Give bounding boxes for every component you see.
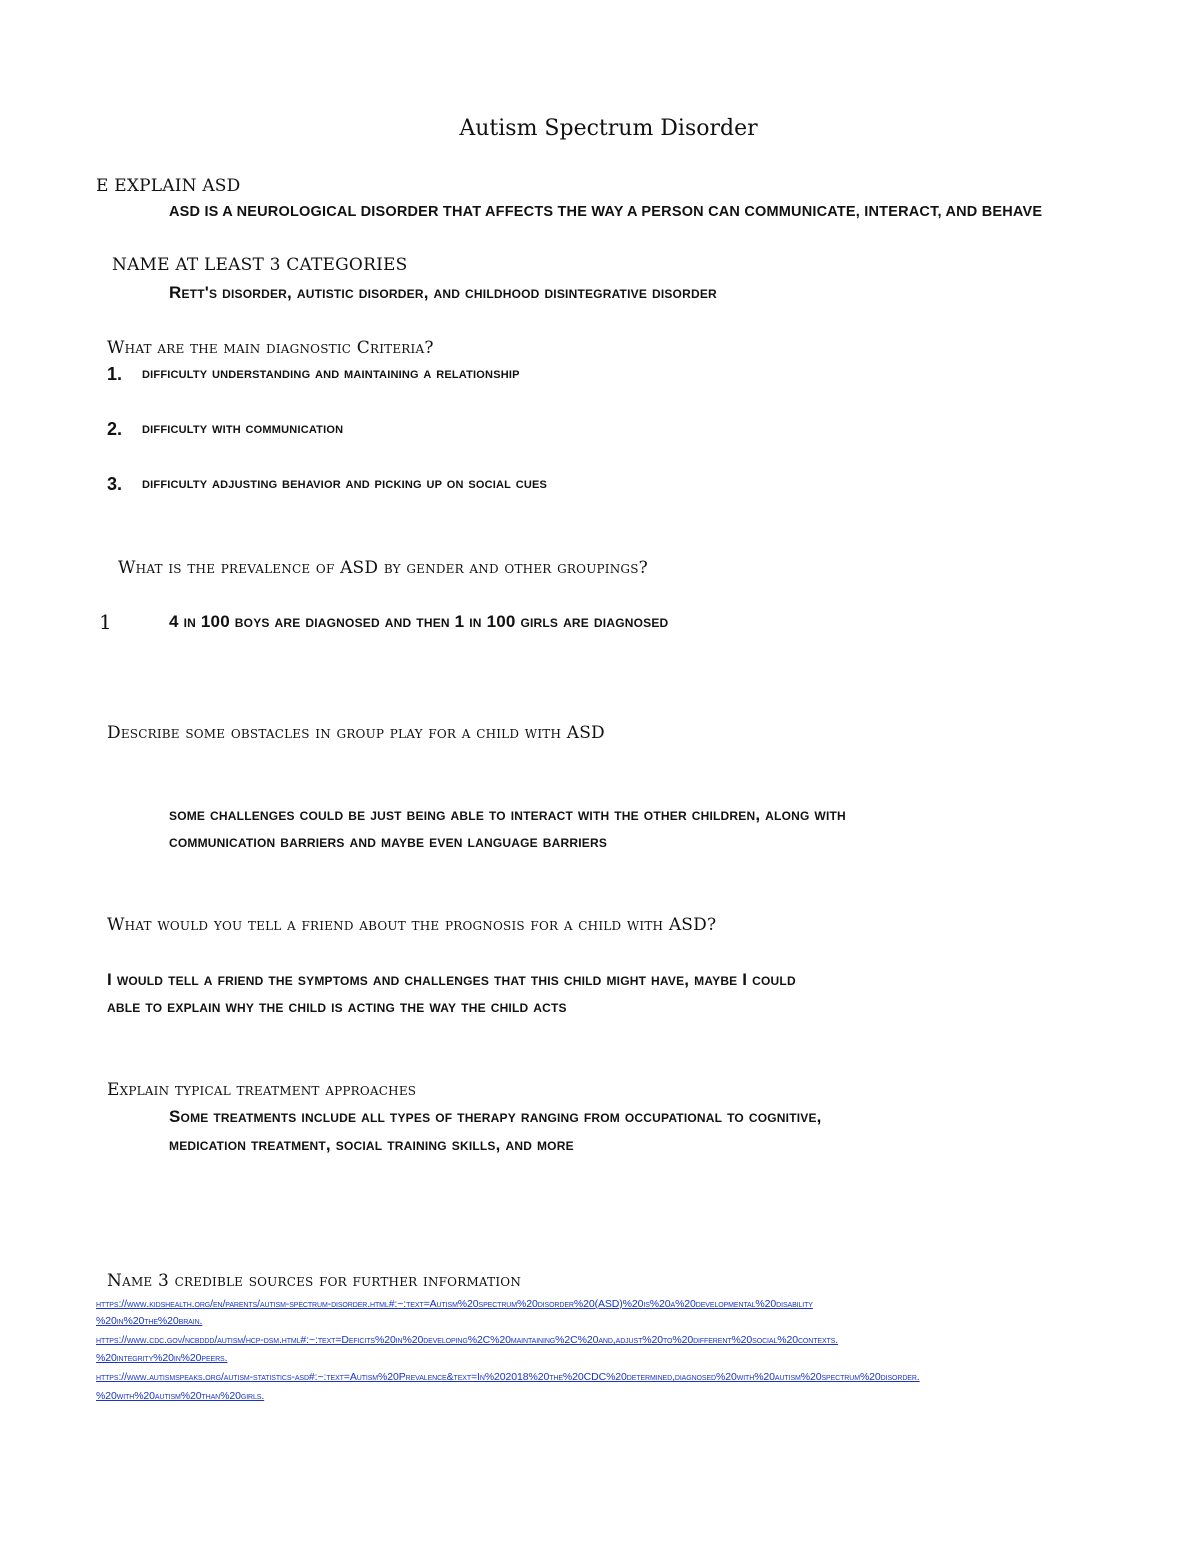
criteria-number-3: 3. [107, 474, 123, 494]
answer-categories: Rett's disorder, autistic disorder, and childhood disintegrative disorder [169, 283, 717, 302]
answer-obstacles-line2: communication barriers and maybe even language barriers [169, 832, 608, 851]
criteria-number-1: 1. [107, 364, 123, 384]
source-link-2[interactable]: https://www.cdc.gov/ncbddd/autism/hcp-dsm.html#:~:text=Deficits%20in%20developing%2C%20maintaining%2C%20and,adjust%20to%20different%20social%20contexts. [96, 1334, 839, 1346]
page-title: Autism Spectrum Disorder [459, 116, 758, 141]
source-link-3-continued[interactable]: %20with%20autism%20than%20girls. [96, 1390, 265, 1402]
question-criteria: What are the main diagnostic Criteria? [107, 338, 434, 358]
answer-treatment-line1: Some treatments include all types of therapy ranging from occupational to cognitive, [169, 1107, 822, 1126]
answer-obstacles-line1: some challenges could be just being able to interact with the other children, along with [169, 805, 846, 824]
criteria-item-2: difficulty with communication [142, 420, 344, 437]
answer-explain-asd: ASD IS A NEUROLOGICAL DISORDER THAT AFFECTS THE WAY A PERSON CAN COMMUNICATE, INTERACT, AND BEHAVE [169, 204, 1043, 220]
answer-prevalence: 4 in 100 boys are diagnosed and then 1 in 100 girls are diagnosed [169, 612, 669, 631]
question-prevalence: What is the prevalence of ASD by gender and other groupings? [118, 558, 648, 578]
criteria-number-2: 2. [107, 419, 123, 439]
source-link-1[interactable]: https://www.kidshealth.org/en/parents/autism-spectrum-disorder.html#:~:text=Autism%20spectrum%20disorder%20(ASD)%20is%20a%20developmental%20disability [96, 1298, 813, 1310]
question-obstacles: Describe some obstacles in group play for a child with ASD [107, 723, 605, 743]
criteria-item-1: difficulty understanding and maintaining a relationship [142, 365, 520, 382]
criteria-item-3: difficulty adjusting behavior and picking up on social cues [142, 475, 548, 492]
answer-prognosis-line1: I would tell a friend the symptoms and challenges that this child might have, maybe I could [107, 970, 796, 989]
question-treatment: Explain typical treatment approaches [107, 1080, 417, 1100]
answer-treatment-line2: medication treatment, social training skills, and more [169, 1135, 574, 1154]
source-link-1-continued[interactable]: %20in%20the%20brain. [96, 1315, 203, 1327]
answer-prognosis-line2: able to explain why the child is acting the way the child acts [107, 997, 567, 1016]
prevalence-number: 1 [99, 610, 112, 634]
question-prognosis: What would you tell a friend about the prognosis for a child with ASD? [107, 915, 717, 935]
question-sources: Name 3 credible sources for further information [107, 1271, 522, 1291]
question-explain-asd: E EXPLAIN ASD [96, 176, 241, 196]
source-link-2-continued[interactable]: %20integrity%20in%20peers. [96, 1352, 228, 1364]
source-link-3[interactable]: https://www.autismspeaks.org/autism-statistics-asd#:~:text=Autism%20Prevalence&text=In%202018%20the%20CDC%20determined,diagnosed%20with%20autism%20spectrum%20disorder. [96, 1371, 920, 1383]
question-categories: NAME AT LEAST 3 CATEGORIES [112, 255, 408, 275]
